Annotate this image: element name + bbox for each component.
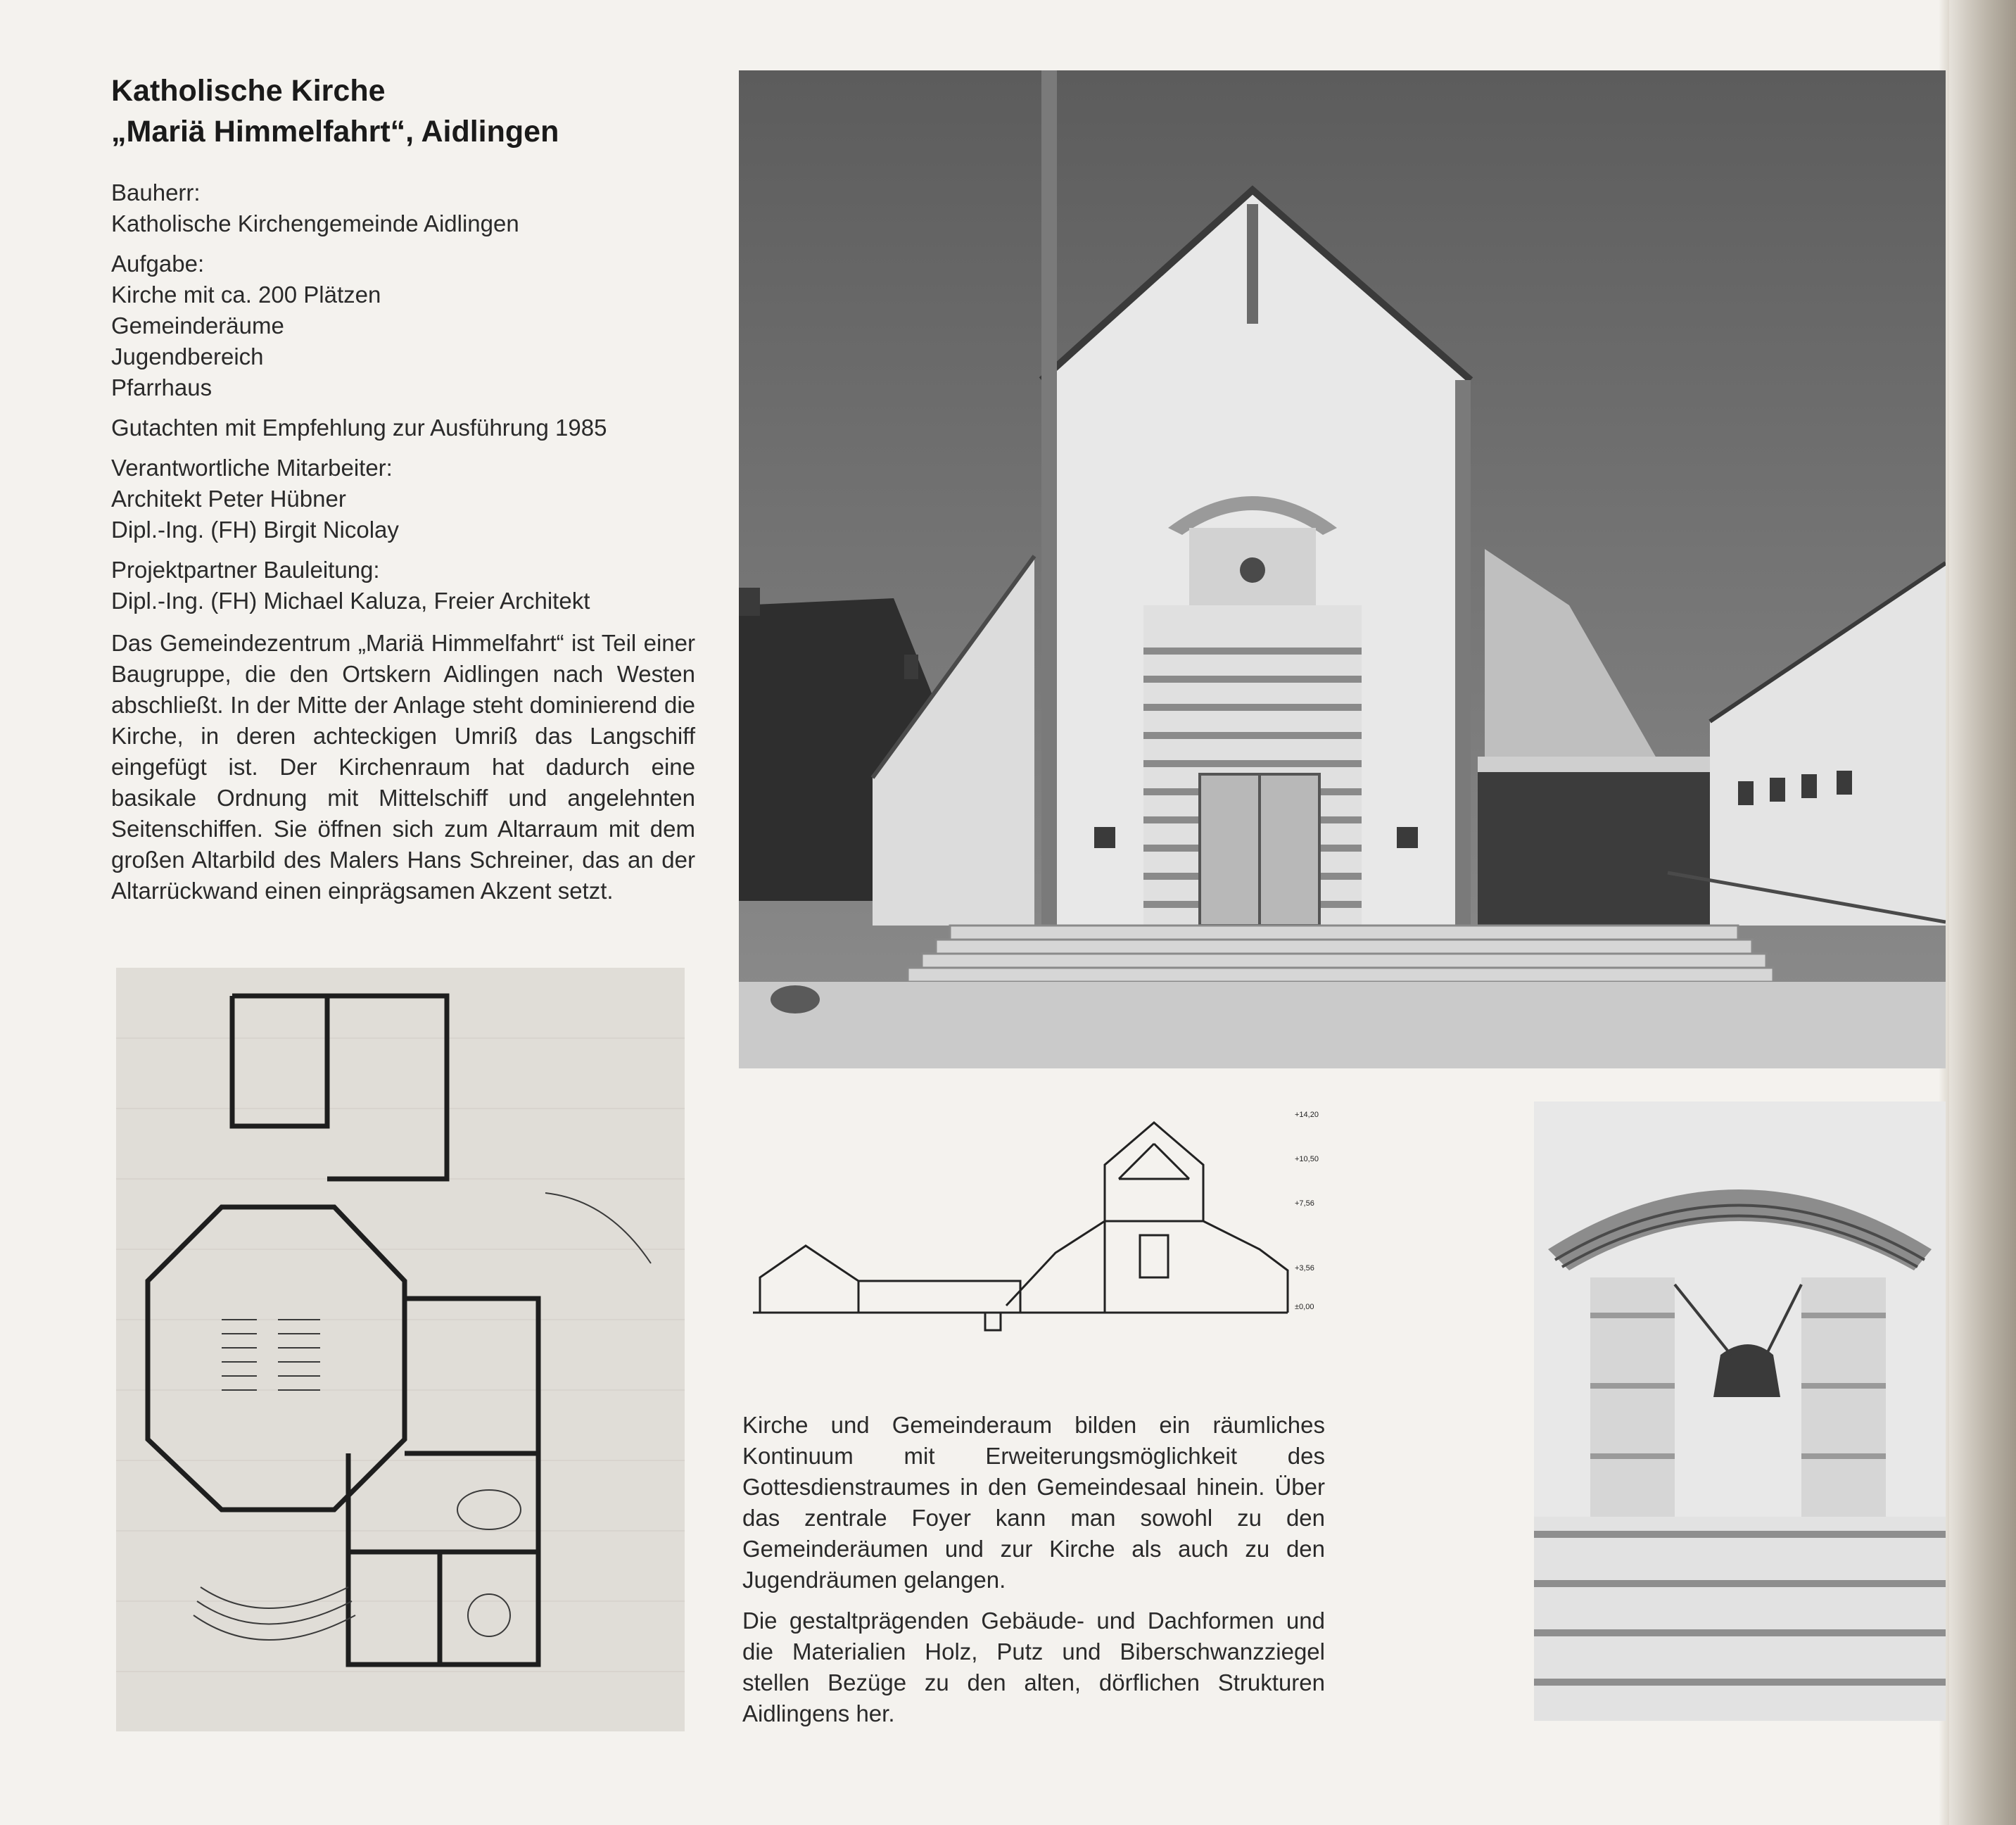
projektpartner-block — [111, 555, 695, 617]
section-drawing — [739, 1094, 1337, 1369]
bauherr-value: Katholische Kirchengemeinde Aidlingen — [111, 210, 519, 236]
mitarbeiter-item: Dipl.-Ing. (FH) Birgit Nicolay — [111, 517, 399, 543]
projektpartner-value: Dipl.-Ing. (FH) Michael Kaluza, Freier Architekt — [111, 588, 590, 614]
aufgabe-item: Kirche mit ca. 200 Plätzen — [111, 282, 381, 308]
book-gutter — [1949, 0, 2016, 1825]
mitarbeiter-item: Architekt Peter Hübner — [111, 486, 346, 512]
aufgabe-item: Gemeinderäume — [111, 312, 284, 339]
aufgabe-item: Pfarrhaus — [111, 374, 213, 400]
section-label: +3,56 — [1295, 1264, 1314, 1273]
mitarbeiter-label: Verantwortliche Mitarbeiter: — [111, 455, 393, 481]
section-label: ±0,00 — [1295, 1303, 1314, 1311]
section-label: +7,56 — [1295, 1199, 1314, 1208]
projektpartner-label: Projektpartner Bauleitung: — [111, 557, 380, 583]
bell-tower-photo — [1534, 1101, 1946, 1721]
aufgabe-block — [111, 248, 695, 403]
aufgabe-item: Jugendbereich — [111, 343, 264, 370]
section-label: +14,20 — [1295, 1111, 1319, 1119]
aufgabe-label: Aufgabe: — [111, 251, 205, 277]
project-metadata — [111, 177, 695, 626]
bauherr-label: Bauherr: — [111, 179, 201, 206]
caption-text — [742, 1410, 1325, 1739]
gutachten-text: Gutachten mit Empfehlung zur Ausführung 1985 — [111, 415, 607, 441]
floor-plan-drawing — [116, 968, 685, 1731]
church-facade-photo — [739, 70, 1946, 1068]
intro-paragraph: Das Gemeindezentrum „Mariä Himmelfahrt“ ist Teil einer Baugruppe, die den Ortskern Aidlingen nach Westen abschließt. In der Mitte der Anlage steht dominierend die Kirche, in deren achteckigen Umriß das Langschiff eingefügt ist. Der Kirchenraum hat dadurch eine basikale Ordnung mit Mittelschiff und angelehnten Seitenschiffen. Sie öffnen sich zum Altarraum mit dem großen Altarbild des Malers Hans Schreiner, das an der Altarrückwand einen einprägsamen Akzent setzt. — [111, 630, 695, 904]
mitarbeiter-block — [111, 453, 695, 545]
section-label: +10,50 — [1295, 1155, 1319, 1163]
bauherr-block — [111, 177, 695, 239]
title-line-2: „Mariä Himmelfahrt“, Aidlingen — [111, 115, 559, 149]
title-line-1: Katholische Kirche — [111, 74, 386, 108]
caption-paragraph-1: Kirche und Gemeinderaum bilden ein räumliches Kontinuum mit Erweiterungsmöglichkeit des Gottesdienstraumes in den Gemeindesaal hinein. Über das zentrale Foyer kann man sowohl zu den Gemeinderäumen und zur Kirche als auch zu den Jugendräumen gelangen. — [742, 1412, 1325, 1593]
caption-paragraph-2: Die gestaltprägenden Gebäude- und Dachformen und die Materialien Holz, Putz und Biberschwanzziegel stellen Bezüge zu den alten, dörflichen Strukturen Aidlingens her. — [742, 1608, 1325, 1726]
page-title — [111, 70, 716, 152]
gutachten-block — [111, 412, 695, 443]
